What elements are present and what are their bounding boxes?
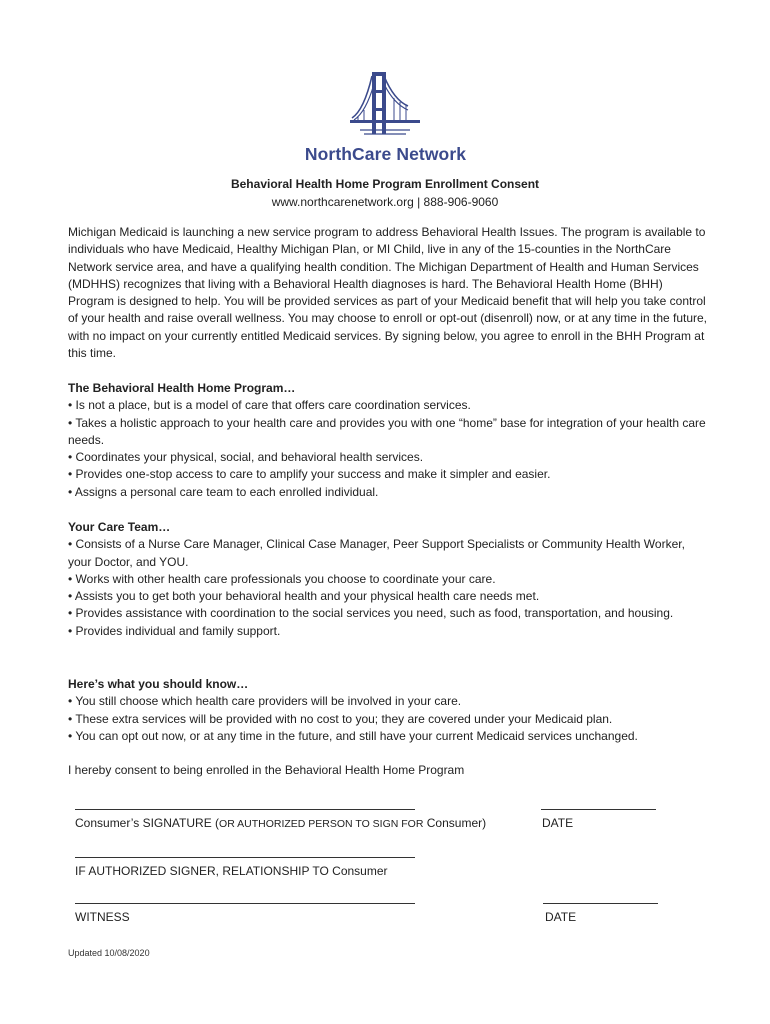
consumer-label-small: OR AUTHORIZED PERSON TO SIGN FOR — [219, 818, 424, 830]
bridge-tower-icon — [350, 70, 420, 142]
contact-line: www.northcarenetwork.org | 888-906-9060 — [271, 195, 499, 209]
know-heading: Here’s what you should know… — [68, 677, 249, 691]
consumer-label-part: Consumer) — [423, 816, 487, 830]
witness-date-label: DATE — [545, 910, 577, 924]
program-heading: The Behavioral Health Home Program… — [68, 381, 296, 395]
witness-signature-line[interactable] — [75, 903, 415, 904]
care-team-heading: Your Care Team… — [68, 520, 171, 534]
list-item: • Works with other health care professionals you choose to coordinate your care. — [68, 571, 496, 586]
consumer-date-label: DATE — [542, 816, 574, 830]
updated-date: Updated 10/08/2020 — [68, 948, 150, 958]
list-item: • Assigns a personal care team to each enrolled individual. — [68, 484, 379, 499]
relationship-line[interactable] — [75, 857, 415, 858]
witness-date-line[interactable] — [543, 903, 658, 904]
list-item: • Provides one-stop access to care to amplify your success and make it simpler and easier. — [68, 467, 551, 482]
care-team-section — [68, 519, 708, 640]
list-item: • Provides assistance with coordination to the social services you need, such as food, transportation, and housing. — [68, 606, 674, 621]
list-item: • Coordinates your physical, social, and behavioral health services. — [68, 450, 424, 465]
form-title: Behavioral Health Home Program Enrollment Consent — [230, 177, 540, 191]
list-item: • Takes a holistic approach to your health care and provides you with one “home” base for integration of your health care needs. — [68, 415, 706, 447]
relationship-label: IF AUTHORIZED SIGNER, RELATIONSHIP TO Consumer — [75, 864, 388, 878]
consumer-signature-line[interactable] — [75, 809, 415, 810]
list-item: • Assists you to get both your behavioral health and your physical health care needs met. — [68, 589, 540, 604]
list-item: • You still choose which health care providers will be involved in your care. — [68, 694, 462, 709]
consumer-label-part: Consumer’s SIGNATURE ( — [75, 816, 220, 830]
intro-paragraph: Michigan Medicaid is launching a new service program to address Behavioral Health Issues. The program is available to individuals who have Medicaid, Healthy Michigan Plan, or MI Child, live in any of the 15-counties in the NorthCare Network service area, and have a qualifying health condition. The Michigan Department of Health and Human Services (MDHHS) recognizes that living with a Behavioral Health diagnoses is hard. The Behavioral Health Home (BHH) Program is designed to help. You will be provided services as part of your Medicaid benefit that will help you take control of your health and raise overall wellness. You may choose to enroll or opt-out (disenroll) now, or at any time in the future, with no impact on your currently entitled Medicaid services. By signing below, you agree to enroll in the BHH Program at this time. — [68, 225, 708, 361]
logo-wordmark: NorthCare Network — [304, 144, 467, 164]
list-item: • Provides individual and family support. — [68, 623, 281, 638]
list-item: • Consists of a Nurse Care Manager, Clinical Case Manager, Peer Support Specialists or Community Health Worker, your Doctor, and YOU. — [68, 537, 685, 569]
know-section — [68, 676, 708, 745]
list-item: • You can opt out now, or at any time in the future, and still have your current Medicaid services unchanged. — [68, 728, 638, 743]
list-item: • These extra services will be provided with no cost to you; they are covered under your Medicaid plan. — [68, 711, 613, 726]
consent-statement: I hereby consent to being enrolled in the Behavioral Health Home Program — [68, 763, 465, 777]
witness-label: WITNESS — [75, 910, 130, 924]
consumer-date-line[interactable] — [541, 809, 656, 810]
consumer-signature-label — [75, 816, 486, 830]
northcare-logo — [288, 70, 483, 170]
program-section — [68, 380, 708, 501]
list-item: • Is not a place, but is a model of care that offers care coordination services. — [68, 398, 471, 413]
